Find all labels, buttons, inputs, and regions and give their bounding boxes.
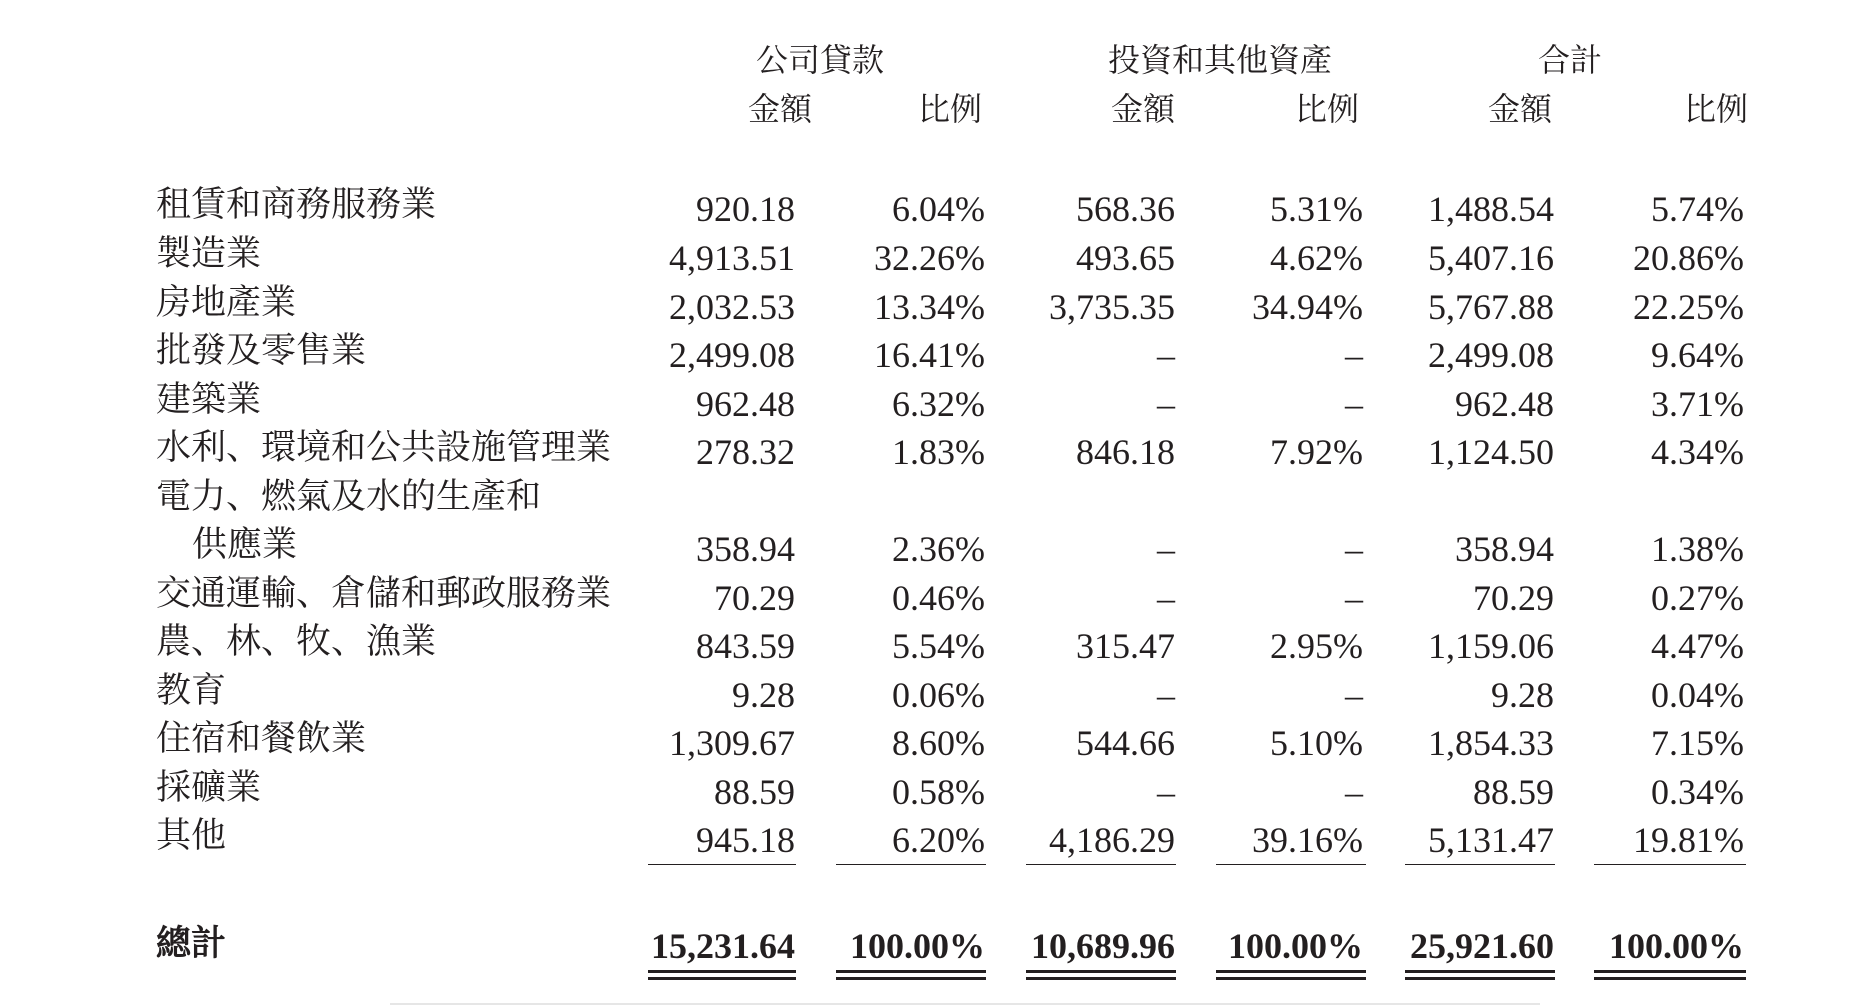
row-label: 住宿和餐飲業 [156,719,367,759]
cell-investment-ratio: – [1345,529,1363,569]
total-double-rule [1216,977,1366,980]
cell-total-ratio: 4.34% [1651,432,1744,472]
subtotal-rule [1405,864,1555,865]
cell-investment-amount: – [1157,335,1175,375]
cell-investment-ratio: 7.92% [1270,432,1363,472]
cell-corporate-amount: 2,499.08 [669,335,795,375]
cell-corporate-ratio: 6.20% [892,820,985,860]
cell-investment-amount: 568.36 [1076,189,1175,229]
total-investment-amount: 10,689.96 [1031,926,1175,966]
cell-corporate-amount: 70.29 [714,578,795,618]
cell-investment-amount: 4,186.29 [1049,820,1175,860]
cell-total-ratio: 0.27% [1651,578,1744,618]
cell-investment-amount: – [1157,384,1175,424]
cell-total-amount: 962.48 [1455,384,1554,424]
row-label: 其他 [156,816,227,856]
cell-total-amount: 5,407.16 [1428,238,1554,278]
subtotal-rule [648,864,796,865]
cell-total-ratio: 19.81% [1633,820,1744,860]
subtotal-rule [1026,864,1176,865]
cell-total-ratio: 3.71% [1651,384,1744,424]
cell-investment-amount: 315.47 [1076,626,1175,666]
cell-total-amount: 358.94 [1455,529,1554,569]
total-double-rule [836,977,986,980]
cell-investment-ratio: 34.94% [1252,287,1363,327]
cell-total-ratio: 22.25% [1633,287,1744,327]
row-label: 交通運輸、倉儲和郵政服務業 [156,574,612,614]
cell-corporate-ratio: 0.46% [892,578,985,618]
row-label: 建築業 [156,380,262,420]
cell-investment-ratio: – [1345,578,1363,618]
total-corporate-ratio: 100.00% [850,926,985,966]
header-group-corporate-loans: 公司貸款 [755,41,884,79]
total-label: 總計 [156,923,227,964]
cell-total-amount: 1,159.06 [1428,626,1554,666]
cell-investment-ratio: – [1345,384,1363,424]
cell-total-ratio: 4.47% [1651,626,1744,666]
row-label: 房地產業 [156,283,297,323]
cell-total-ratio: 9.64% [1651,335,1744,375]
header-ratio-investments: 比例 [1294,90,1359,128]
total-double-rule [1026,977,1176,980]
cell-corporate-ratio: 8.60% [892,723,985,763]
cell-investment-ratio: – [1345,675,1363,715]
total-double-rule [1405,970,1555,973]
cell-corporate-amount: 88.59 [714,772,795,812]
cell-total-amount: 9.28 [1491,675,1554,715]
cell-investment-ratio: 39.16% [1252,820,1363,860]
cell-corporate-ratio: 0.58% [892,772,985,812]
cell-corporate-amount: 358.94 [696,529,795,569]
cell-investment-amount: – [1157,675,1175,715]
row-label: 租賃和商務服務業 [156,185,437,225]
cell-total-ratio: 0.04% [1651,675,1744,715]
cell-total-ratio: 1.38% [1651,529,1744,569]
cell-corporate-amount: 4,913.51 [669,238,795,278]
total-double-rule [648,970,796,973]
row-label: 批發及零售業 [156,331,367,371]
total-investment-ratio: 100.00% [1228,926,1363,966]
cell-investment-ratio: – [1345,772,1363,812]
cell-corporate-amount: 9.28 [732,675,795,715]
cell-corporate-ratio: 32.26% [874,238,985,278]
total-total-ratio: 100.00% [1609,926,1744,966]
total-double-rule [836,970,986,973]
cell-corporate-ratio: 2.36% [892,529,985,569]
cell-total-ratio: 0.34% [1651,772,1744,812]
row-label: 農、林、牧、漁業 [156,622,437,662]
header-ratio-total: 比例 [1683,90,1748,128]
cell-investment-ratio: 4.62% [1270,238,1363,278]
cell-total-amount: 70.29 [1473,578,1554,618]
cell-corporate-amount: 1,309.67 [669,723,795,763]
subtotal-rule [1594,864,1746,865]
cell-total-amount: 1,854.33 [1428,723,1554,763]
cell-corporate-amount: 945.18 [696,820,795,860]
total-double-rule [1594,970,1746,973]
cell-corporate-amount: 843.59 [696,626,795,666]
cell-total-ratio: 5.74% [1651,189,1744,229]
cell-corporate-ratio: 5.54% [892,626,985,666]
cell-investment-amount: 544.66 [1076,723,1175,763]
total-double-rule [648,977,796,980]
cell-total-amount: 5,767.88 [1428,287,1554,327]
cell-corporate-ratio: 1.83% [892,432,985,472]
header-amount-total: 金額 [1487,90,1552,128]
subtotal-rule [1216,864,1366,865]
total-double-rule [1026,970,1176,973]
row-label: 電力、燃氣及水的生產和 [156,477,542,517]
cell-corporate-amount: 2,032.53 [669,287,795,327]
cell-investment-amount: – [1157,772,1175,812]
cell-corporate-amount: 278.32 [696,432,795,472]
cell-investment-amount: 846.18 [1076,432,1175,472]
cell-total-amount: 5,131.47 [1428,820,1554,860]
cell-total-amount: 88.59 [1473,772,1554,812]
cell-corporate-ratio: 0.06% [892,675,985,715]
cell-total-amount: 2,499.08 [1428,335,1554,375]
cell-investment-ratio: 2.95% [1270,626,1363,666]
cell-total-amount: 1,124.50 [1428,432,1554,472]
total-double-rule [1216,970,1366,973]
total-corporate-amount: 15,231.64 [651,926,795,966]
row-label: 製造業 [156,234,262,274]
cell-total-ratio: 20.86% [1633,238,1744,278]
total-total-amount: 25,921.60 [1410,926,1554,966]
cell-investment-amount: 493.65 [1076,238,1175,278]
cell-investment-ratio: 5.10% [1270,723,1363,763]
cell-corporate-amount: 962.48 [696,384,795,424]
cell-total-amount: 1,488.54 [1428,189,1554,229]
header-group-total: 合計 [1537,41,1602,79]
header-amount-investments: 金額 [1110,90,1175,128]
cell-corporate-ratio: 6.32% [892,384,985,424]
cell-investment-amount: 3,735.35 [1049,287,1175,327]
total-double-rule [1594,977,1746,980]
cell-investment-amount: – [1157,529,1175,569]
row-label-continuation: 供應業 [192,525,298,565]
cell-total-ratio: 7.15% [1651,723,1744,763]
cell-corporate-amount: 920.18 [696,189,795,229]
cell-investment-ratio: 5.31% [1270,189,1363,229]
cell-investment-ratio: – [1345,335,1363,375]
header-group-investments-other-assets: 投資和其他資產 [1107,41,1332,79]
cell-corporate-ratio: 13.34% [874,287,985,327]
subtotal-rule [836,864,986,865]
header-ratio-corporate: 比例 [917,90,982,128]
cell-corporate-ratio: 16.41% [874,335,985,375]
row-label: 教育 [156,671,227,711]
row-label: 採礦業 [156,768,262,808]
cell-investment-amount: – [1157,578,1175,618]
row-label: 水利、環境和公共設施管理業 [156,428,612,468]
header-amount-corporate: 金額 [747,90,812,128]
cell-corporate-ratio: 6.04% [892,189,985,229]
total-double-rule [1405,977,1555,980]
